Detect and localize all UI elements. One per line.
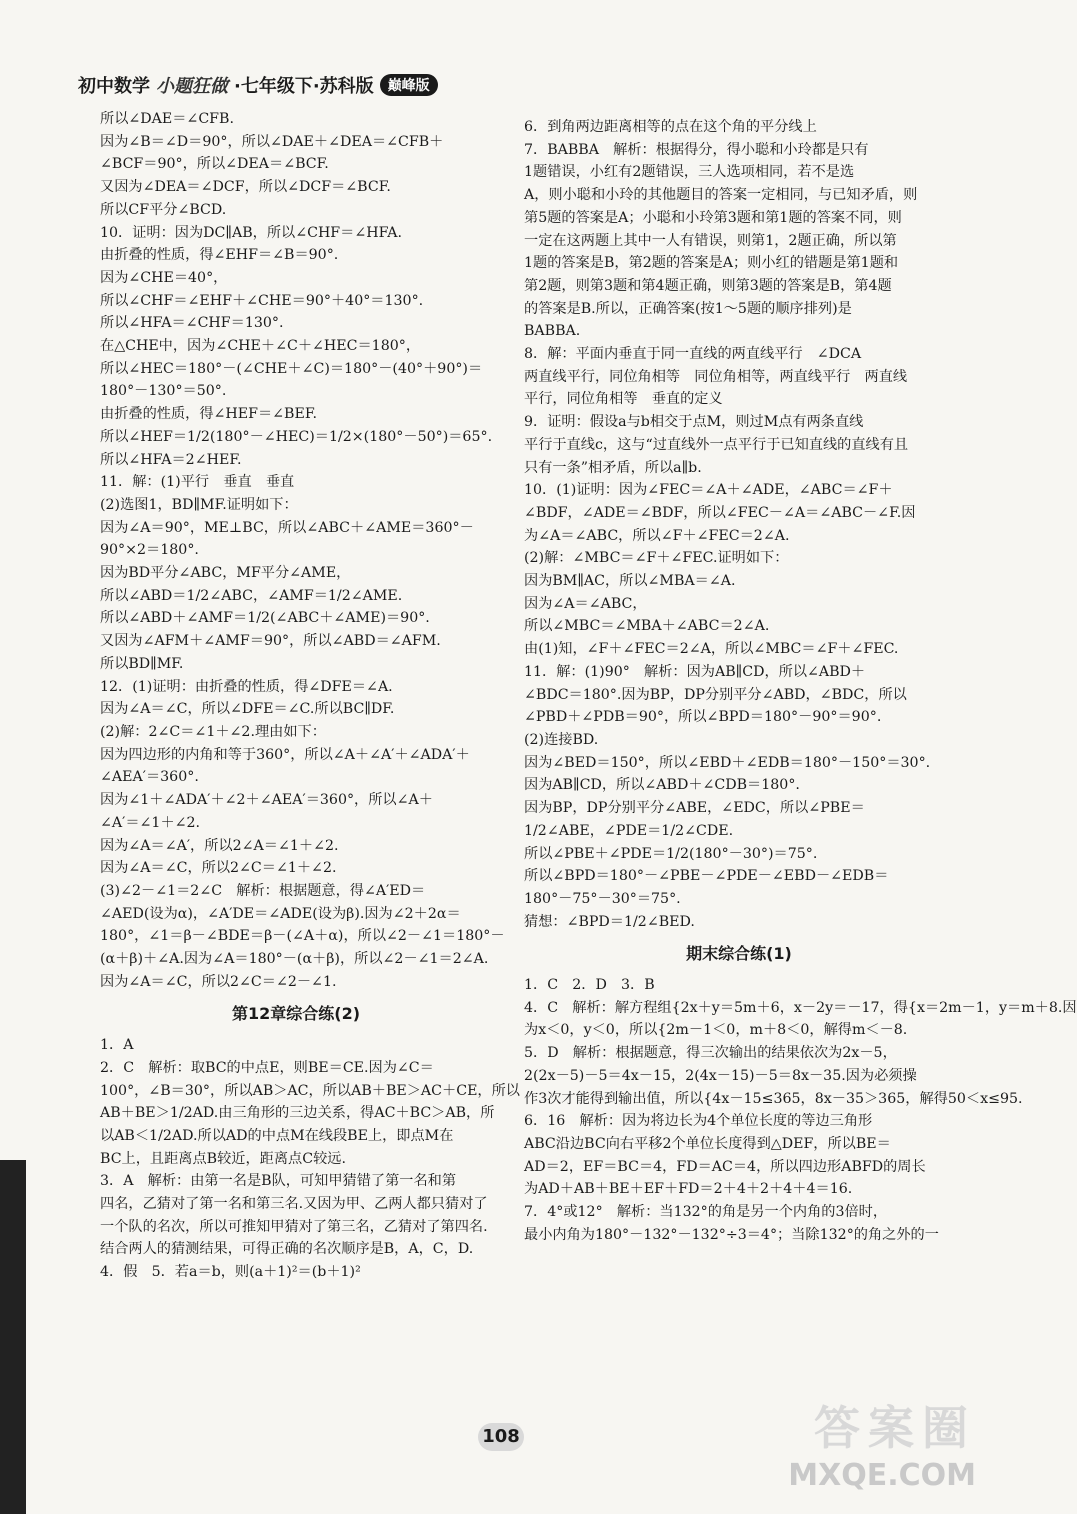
answer-line: 4．假 5．若a＝b，则(a＋1)²＝(b＋1)² — [100, 1264, 361, 1281]
answer-line: ∠BCF＝90°，所以∠DEA＝∠BCF. — [100, 156, 329, 173]
answer-line: 1题的答案是B，第2题的答案是A；则小红的错题是第1题和 — [524, 255, 899, 272]
answer-line: 2．C 解析：取BC的中点E，则BE＝CE.因为∠C＝ — [100, 1059, 434, 1076]
answer-line: (2)选图1，BD∥MF.证明如下： — [100, 496, 298, 513]
answer-line: 所以∠HFA＝2∠HEF. — [100, 451, 242, 468]
answer-line: 由折叠的性质，得∠EHF＝∠B＝90°. — [100, 247, 339, 264]
right-section-title: 期末综合练(1) — [686, 944, 792, 964]
answer-line: 11．解：(1)90° 解析：因为AB∥CD，所以∠ABD＋ — [524, 663, 866, 680]
answer-line: 10．证明：因为DC∥AB，所以∠CHF＝∠HFA. — [100, 224, 402, 241]
answer-line: 因为∠A＝∠ABC， — [524, 595, 647, 612]
answer-line: 两直线平行，同位角相等 同位角相等，两直线平行 两直线 — [524, 368, 908, 385]
answer-line: 2(2x－5)－5＝4x－15，2(4x－15)－5＝8x－35.因为必须操 — [524, 1067, 917, 1084]
left-answers — [100, 108, 505, 993]
answer-line: 因为∠CHE＝40°， — [100, 269, 228, 286]
answer-line: 因为∠A＝∠C，所以2∠C＝∠2－∠1. — [100, 973, 337, 990]
answer-line: 所以∠PBE＋∠PDE＝1/2(180°－30°)＝75°. — [524, 845, 818, 862]
answer-line: 因为∠BED＝150°，所以∠EBD＋∠EDB＝180°－150°＝30°. — [524, 754, 931, 771]
answer-line: 因为四边形的内角和等于360°，所以∠A＋∠A′＋∠ADA′＋ — [100, 746, 470, 763]
answer-line: 最小内角为180°－132°－132°÷3＝4°；当除132°的角之外的一 — [524, 1226, 939, 1243]
side-bar — [0, 1160, 26, 1514]
answer-line: 1．A — [100, 1037, 134, 1054]
page-header — [78, 70, 438, 100]
answer-line: BC上，且距离点B较近，距离点C较远. — [100, 1150, 346, 1167]
answer-line: 第5题的答案是A；小聪和小玲第3题和第1题的答案不同，则 — [524, 209, 902, 226]
left-column — [100, 108, 520, 1284]
answer-line: 12．(1)证明：由折叠的性质，得∠DFE＝∠A. — [100, 678, 393, 695]
answer-line: 以AB＜1/2AD.所以AD的中点M在线段BE上，即点M在 — [100, 1127, 454, 1144]
answer-line: ∠BDC＝180°.因为BP，DP分别平分∠ABD，∠BDC，所以 — [524, 686, 907, 703]
answer-line: 180°－130°＝50°. — [100, 383, 227, 400]
answer-line: 为∠A＝∠ABC，所以∠F＋∠FEC＝2∠A. — [524, 527, 790, 544]
answer-line: A，则小聪和小玲的其他题目的答案一定相同，与已知矛盾，则 — [524, 187, 918, 204]
answer-line: 90°×2＝180°. — [100, 542, 199, 559]
answer-line: 所以∠BPD＝180°－∠PBE－∠PDE－∠EBD－∠EDB＝ — [524, 868, 889, 885]
answer-line: 所以∠ABD＝1/2∠ABC，∠AMF＝1/2∠AME. — [100, 587, 403, 604]
answer-line: 所以∠HEC＝180°－(∠CHE＋∠C)＝180°－(40°＋90°)＝ — [100, 360, 483, 377]
answer-line: 7．BABBA 解析：根据得分，得小聪和小玲都是只有 — [524, 141, 869, 158]
answer-line: 为x＜0，y＜0，所以{2m－1＜0，m＋8＜0，解得m＜－8. — [524, 1022, 908, 1039]
right-answers-2 — [524, 974, 1077, 1246]
answer-line: 5．D 解析：根据题意，得三次输出的结果依次为2x－5， — [524, 1045, 897, 1062]
answer-line: 所以BD∥MF. — [100, 655, 184, 672]
answer-line: ∠AED(设为α)，∠A′DE＝∠ADE(设为β).因为∠2＋2α＝ — [100, 905, 461, 922]
answer-line: 所以∠HEF＝1/2(180°－∠HEC)＝1/2×(180°－50°)＝65°. — [100, 428, 493, 445]
answer-line: 4．C 解析：解方程组{2x＋y＝5m＋6，x－2y＝－17，得{x＝2m－1，y＝m＋8.因 — [524, 999, 1077, 1016]
answer-line: 因为AB∥CD，所以∠ABD＋∠CDB＝180°. — [524, 777, 800, 794]
watermark — [676, 1392, 976, 1496]
answer-line: (2)解：2∠C＝∠1＋∠2.理由如下： — [100, 723, 326, 740]
answer-line: 猜想：∠BPD＝1/2∠BED. — [524, 913, 695, 930]
answer-line: 结合两人的猜测结果，可得正确的名次顺序是B，A，C，D. — [100, 1241, 474, 1258]
left-answers-2 — [100, 1034, 520, 1284]
right-column — [524, 116, 1077, 1246]
answer-line: 6．到角两边距离相等的点在这个角的平分线上 — [524, 119, 817, 135]
answer-line: 又因为∠DEA＝∠DCF，所以∠DCF＝∠BCF. — [100, 179, 391, 196]
header-grade: ·七年级下·苏科版 — [234, 76, 374, 97]
answer-line: 1/2∠ABE，∠PDE＝1/2∠CDE. — [524, 822, 734, 839]
answer-line: 11．解：(1)平行 垂直 垂直 — [100, 474, 295, 491]
answer-line: 10．(1)证明：因为∠FEC＝∠A＋∠ADE，∠ABC＝∠F＋ — [524, 482, 893, 499]
watermark-url: MXQE.COM — [788, 1458, 976, 1493]
answer-line: 为AD＋AB＋BE＋EF＋FD＝2＋4＋2＋4＋4＝16. — [524, 1181, 853, 1198]
answer-line: 由折叠的性质，得∠HEF＝∠BEF. — [100, 406, 317, 423]
answer-line: (3)∠2－∠1＝2∠C 解析：根据题意，得∠A′ED＝ — [100, 882, 426, 899]
watermark-text: 答案圈 — [814, 1401, 976, 1455]
answer-line: 因为∠A＝∠A′，所以2∠A＝∠1＋∠2. — [100, 837, 339, 854]
answer-line: 因为∠B＝∠D＝90°，所以∠DAE＋∠DEA＝∠CFB＋ — [100, 133, 444, 150]
answer-line: 由(1)知，∠F＋∠FEC＝2∠A，所以∠MBC＝∠F＋∠FEC. — [524, 641, 899, 658]
answer-line: BABBA. — [524, 323, 581, 340]
answer-line: (2)解：∠MBC＝∠F＋∠FEC.证明如下： — [524, 550, 789, 567]
answer-line: 平行于直线c，这与“过直线外一点平行于已知直线的直线有且 — [524, 436, 909, 453]
answer-line: 所以∠DAE＝∠CFB. — [100, 111, 234, 127]
answer-line: 平行，同位角相等 垂直的定义 — [524, 391, 723, 408]
answer-line: 因为∠1＋∠ADA′＋∠2＋∠AEA′＝360°，所以∠A＋ — [100, 792, 433, 809]
answer-line: 因为∠A＝∠C，所以∠DFE＝∠C.所以BC∥DF. — [100, 701, 395, 718]
answer-line: 100°，∠B＝30°，所以AB＞AC，所以AB＋BE＞AC＋CE，所以 — [100, 1082, 520, 1099]
answer-line: 3．A 解析：由第一名是B队，可知甲猜错了第一名和第 — [100, 1173, 457, 1190]
answer-line: ABC沿边BC向右平移2个单位长度得到△DEF，所以BE＝ — [524, 1135, 891, 1152]
answer-line: 8．解：平面内垂直于同一直线的两直线平行 ∠DCA — [524, 346, 862, 363]
answer-line: 作3次才能得到输出值，所以{4x－15≤365，8x－35＞365，解得50＜x≤95. — [524, 1090, 1023, 1107]
answer-line: 因为∠A＝90°，ME⊥BC，所以∠ABC＋∠AME＝360°－ — [100, 519, 474, 536]
answer-line: 又因为∠AFM＋∠AMF＝90°，所以∠ABD＝∠AFM. — [100, 633, 441, 650]
answer-line: 1．C 2．D 3．B — [524, 977, 655, 994]
answer-line: AB＋BE＞1/2AD.由三角形的三边关系，得AC＋BC＞AB，所 — [100, 1105, 495, 1122]
answer-line: 第2题，则第3题和第4题正确，则第3题的答案是B，第4题 — [524, 277, 892, 294]
answer-line: 所以∠ABD＋∠AMF＝1/2(∠ABC＋∠AME)＝90°. — [100, 610, 430, 627]
answer-line: 因为∠A＝∠C，所以2∠C＝∠1＋∠2. — [100, 860, 337, 877]
page-number: 108 — [478, 1423, 524, 1451]
answer-line: 的答案是B.所以，正确答案(按1～5题的顺序排列)是 — [524, 300, 852, 317]
answer-line: 1题错误，小红有2题错误，三人选项相同，若不是选 — [524, 164, 855, 181]
answer-line: ∠PBD＋∠PDB＝90°，所以∠BPD＝180°－90°＝90°. — [524, 709, 882, 726]
answer-line: ∠A′＝∠1＋∠2. — [100, 814, 201, 831]
answer-line: 180°，∠1＝β－∠BDE＝β－(∠A＋α)，所以∠2－∠1＝180°－ — [100, 928, 505, 945]
answer-line: 所以∠MBC＝∠MBA＋∠ABC＝2∠A. — [524, 618, 770, 635]
answer-line: 一定在这两题上其中一人有错误，则第1，2题正确，所以第 — [524, 232, 897, 249]
answer-line: (2)连接BD. — [524, 731, 599, 748]
answer-line: 所以∠CHF＝∠EHF＋∠CHE＝90°＋40°＝130°. — [100, 292, 424, 309]
answer-line: 因为BM∥AC，所以∠MBA＝∠A. — [524, 573, 736, 590]
answer-line: ∠BDF，∠ADE＝∠BDF，所以∠FEC－∠A＝∠ABC－∠F.因 — [524, 504, 916, 521]
answer-line: (α＋β)＋∠A.因为∠A＝180°－(α＋β)，所以∠2－∠1＝2∠A. — [100, 951, 489, 968]
answer-line: 6．16 解析：因为将边长为4个单位长度的等边三角形 — [524, 1113, 873, 1130]
answer-line: 一个队的名次，所以可推知甲猜对了第三名，乙猜对了第四名. — [100, 1218, 488, 1235]
answer-line: 180°－75°－30°＝75°. — [524, 890, 681, 907]
answer-line: 四名，乙猜对了第一名和第三名.又因为甲、乙两人都只猜对了 — [100, 1196, 488, 1213]
answer-line: 因为BD平分∠ABC，MF平分∠AME， — [100, 565, 351, 582]
header-subject: 初中数学 — [78, 76, 150, 97]
answer-line: AD＝2，EF＝BC＝4，FD＝AC＝4，所以四边形ABFD的周长 — [524, 1158, 926, 1175]
answer-line: 因为BP，DP分别平分∠ABE，∠EDC，所以∠PBE＝ — [524, 800, 865, 817]
answer-line: 7．4°或12° 解析：当132°的角是另一个内角的3倍时， — [524, 1204, 888, 1221]
right-answers — [524, 116, 954, 933]
answer-line: 所以CF平分∠BCD. — [100, 201, 227, 218]
left-section-title: 第12章综合练(2) — [231, 1004, 361, 1024]
answer-line: 所以∠HFA＝∠CHF＝130°. — [100, 315, 284, 332]
answer-line: 在△CHE中，因为∠CHE＋∠C＋∠HEC＝180°， — [100, 338, 421, 355]
answer-line: 9．证明：假设a与b相交于点M，则过M点有两条直线 — [524, 414, 864, 431]
answer-line: 只有一条”相矛盾，所以a∥b. — [524, 459, 702, 476]
header-badge: 巅峰版 — [380, 74, 438, 96]
answer-line: ∠AEA′＝360°. — [100, 769, 199, 786]
header-brand: 小题狂做 — [156, 76, 228, 97]
